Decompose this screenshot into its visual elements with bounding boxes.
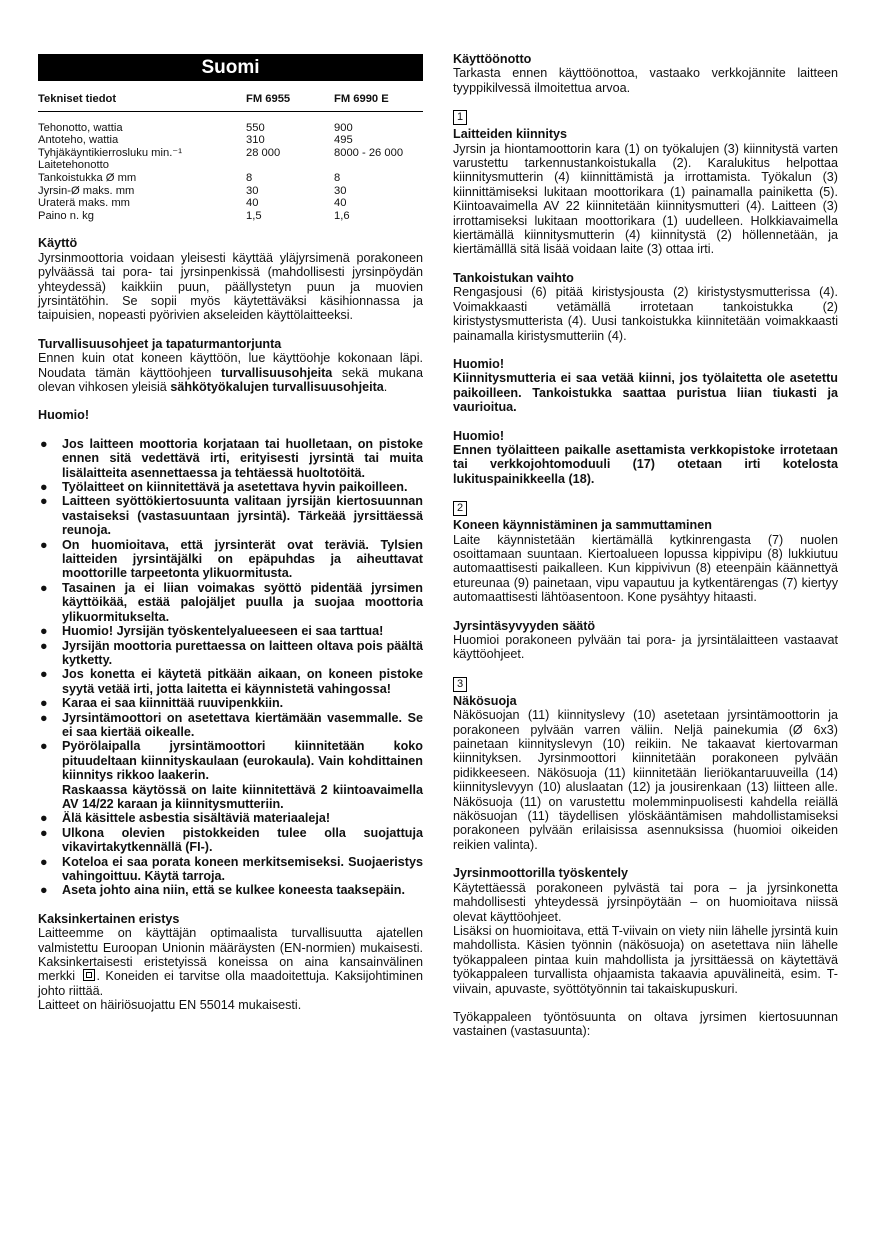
- warning-item: [38, 624, 423, 638]
- section-title: Käyttöönotto: [453, 52, 532, 66]
- specs-cell: Jyrsin-Ø maks. mm: [38, 184, 135, 197]
- warning-item: [38, 494, 423, 537]
- section-nakosuoja: [453, 676, 838, 852]
- section-huomio: [38, 408, 423, 897]
- warning-list: [38, 437, 423, 898]
- bullet-icon: ●: [40, 580, 48, 595]
- warning-item: [38, 826, 423, 855]
- warning-text: Tasainen ja ei liian voimakas syöttö pidentää jyrsimen käyttöikää, estää palojäljet puulla ja suojaa moottoria ylikuormitukselta.: [62, 580, 423, 624]
- section-text: [38, 351, 423, 394]
- specs-cell: 8: [246, 171, 253, 184]
- section-title: Huomio!: [38, 408, 90, 423]
- section-text: Jyrsin ja hiontamoottorin kara (1) on työkalujen (3) kiinnitystä varten varustettu tarkennustankoistukalla (2). Karalukitus helpottaa kiinnitysmutterin (4) kiinnittämistä ja irrottamista. Työkalun (3) kiinnittämiseksi lukitaan moottorikara (1) painamalla painiketta (5). Kiintoavaimella AV 22 kiinnitetään kiinnitysmutteri (4). Laitteen (3) irrottamiseksi lukitaan moottorikara (1) uudelleen. Holkkiavaimella kiertämällä kiinnitysmutterin (4) kiinnitystä (2) höllennetään, ja kiertämälllä sitä lisää voidaan laite (3) ottaa irti.: [453, 141, 838, 257]
- warning-text: Jyrsintämoottori on asetettava kiertämään vasemmalle. Se ei saa kiertää oikealle.: [62, 710, 423, 739]
- section-huomio-1: [453, 357, 838, 415]
- bullet-icon: ●: [40, 854, 48, 869]
- bullet-icon: ●: [40, 638, 48, 653]
- specs-row: [38, 197, 423, 210]
- section-text: Laite käynnistetään kiertämällä kytkinrengasta (7) nuolen osoittamaan suuntaan. Kiertoalueen lopussa kippivipu (8) lukkiutuu automaattisesti paikalleen. Kun kippivivun (8) eteenpäin käännettyä etureunaa (9) painetaan, vipu vapautuu ja kytkentärengas (7) kiertyy automaattisesti lähtöasentoon. Kone pysähtyy hitaasti.: [453, 532, 838, 605]
- section-title: Käyttö: [38, 236, 78, 251]
- specs-cell: Paino n. kg: [38, 209, 94, 222]
- specs-table: [38, 93, 423, 222]
- bullet-icon: ●: [40, 739, 48, 754]
- figure-number: 1: [453, 110, 467, 125]
- warning-item: [38, 581, 423, 624]
- warning-text: Jos konetta ei käytetä pitkään aikaan, on koneen pistoke syytä vetää irti, jotta laitetta ei käynnistetä vahingossa!: [62, 667, 423, 696]
- section-syvyys: [453, 619, 838, 662]
- section-text: Ennen työlaitteen paikalle asettamista verkkopistoke irrotetaan tai verkkojohtomoduuli (17) otetaan irti kotelosta lukituspainikkeella (18).: [453, 442, 838, 486]
- specs-row: [38, 210, 423, 223]
- section-text: Jyrsinmoottoria voidaan yleisesti käyttää yläjyrsimenä porakoneen pylväässä tai pora- tai jyrsinpenkissä (mahdollisesti jyrsinpöydän yhteydessä) kaikkiin puun, päällystetyn puun ja muovien jyrsintätöhin. Se sopii myös käytettäväksi käsihionnassa ja taipuisien, nopeasti pyörivien akseleiden käyttölaitteeksi.: [38, 250, 423, 323]
- section-title: Jyrsintäsyvyyden säätö: [453, 618, 596, 633]
- text: Ennen kuin otat koneen käyttöön, lue käyttöohje kokonaan läpi. Noudata tämän käyttöohjeen: [38, 351, 423, 380]
- bold-text: sähkötyökalujen turvallisuusohjeita: [170, 380, 384, 394]
- text: . Koneiden ei tarvitse olla maadoitettuja. Kaksijohtiminen johto riittää.: [38, 969, 424, 998]
- warning-item: [38, 739, 423, 811]
- specs-cell: [246, 159, 334, 172]
- section-title: Näkösuoja: [453, 693, 517, 708]
- section-vaihto: [453, 271, 838, 343]
- bullet-icon: ●: [40, 811, 48, 826]
- section-tyoskentely: [453, 866, 838, 1038]
- bullet-icon: ●: [40, 537, 48, 552]
- text: .: [383, 380, 388, 394]
- left-column: [38, 52, 423, 1013]
- warning-text: Työlaitteet on kiinnitettävä ja asetettava hyvin paikoilleen.: [62, 480, 408, 495]
- section-text: Käytettäessä porakoneen pylvästä tai pora – ja jyrsinkonetta mahdollisesti yhteydessä jyrsinpöytään – on huomioitava niissä olevat käyttöohjeet.: [453, 880, 838, 924]
- double-insulation-icon: [83, 969, 95, 981]
- specs-cell: 900: [334, 121, 353, 134]
- warning-text: Älä käsittele asbestia sisältäviä materiaaleja!: [62, 811, 331, 826]
- warning-text-extra: Raskaassa käytössä on laite kiinnitettävä 2 kiintoavaimella AV 14/22 karaan ja kiinnitysmutteriin.: [62, 782, 423, 811]
- warning-text: Jyrsijän moottoria purettaessa on laitteen oltava pois päältä kytketty.: [62, 638, 423, 667]
- specs-cell: 28 000: [246, 146, 281, 159]
- section-kaytto: [38, 236, 423, 322]
- warning-item: [38, 667, 423, 696]
- specs-cell: 30: [334, 184, 347, 197]
- section-title: Huomio!: [453, 356, 505, 371]
- warning-item: [38, 696, 423, 710]
- bullet-icon: ●: [40, 480, 48, 495]
- specs-row: [38, 172, 423, 185]
- specs-cell: Uraterä maks. mm: [38, 197, 130, 210]
- specs-row: [38, 111, 423, 134]
- section-text: Lisäksi on huomioitava, että T-viivain on viety niin lähelle jyrsintä kuin mahdollista. Käsien työnnin (näkösuoja) on asetettava niin lähelle työkappaleen pintaa kuin mahdollista ja jyrsittäessä on käytettävä työkappaleen turvallista ohjaamista takaavia apuvälineitä, esim. T-viivain, apuvaste, syöttötyönnin tai takaiskupuskuri.: [453, 923, 838, 996]
- section-text: Kiinnitysmutteria ei saa vetää kiinni, jos työlaitetta ole asetettu paikoilleen. Tankoistukka saattaa puristua liian tiukasti ja vaurioitua.: [453, 371, 838, 415]
- section-title: Kaksinkertainen eristys: [38, 911, 180, 926]
- specs-cell: 8000 - 26 000: [334, 146, 404, 159]
- specs-cell: Tankoistukka Ø mm: [38, 171, 137, 184]
- specs-cell: Antoteho, wattia: [38, 134, 119, 147]
- warning-item: [38, 538, 423, 581]
- specs-header: Tekniset tiedot: [38, 93, 246, 111]
- warning-text: Ulkona olevien pistokkeiden tulee olla suojattuja vikavirtakytkennällä (FI-).: [62, 825, 423, 855]
- specs-cell: Laitetehonotto: [38, 159, 109, 172]
- warning-item: [38, 437, 423, 480]
- section-text: [38, 926, 423, 998]
- figure-number: 2: [453, 501, 467, 516]
- bullet-icon: ●: [40, 883, 48, 898]
- warning-text: Jos laitteen moottoria korjataan tai huolletaan, on pistoke ennen sitä vedettävä irti, erityisesti jyrsintä tai muita lisälaitteita asennettaessa ja tehtäessä huoltotöitä.: [62, 436, 423, 480]
- section-safety: [38, 337, 423, 395]
- warning-text: Aseta johto aina niin, että se kulkee koneesta taaksepäin.: [62, 883, 405, 898]
- section-text: Laitteet on häiriösuojattu EN 55014 mukaisesti.: [38, 998, 302, 1013]
- specs-row: [38, 134, 423, 147]
- warning-text: Koteloa ei saa porata koneen merkitsemiseksi. Suojaeristys vahingoittuu. Käytä tarroja.: [62, 854, 423, 883]
- section-text: Tarkasta ennen käyttöönottoa, vastaako verkkojännite laitteen tyyppikilvessä ilmoitettua arvoa.: [453, 66, 838, 95]
- section-huomio-2: [453, 429, 838, 487]
- warning-text: On huomioitava, että jyrsinterät ovat teräviä. Tylsien laitteiden jyrsintäjälki on epäpuhdas ja aiheuttavat moottorille tarpeetonta ylikuormitusta.: [62, 537, 423, 581]
- text: Laitteemme on käyttäjän optimaalista turvallisuutta ajatellen valmistettu Euroopan Unionin määräysten (EN-normien) mukaisesti. Kaksinkertaisesti eristetyissä koneissa on aina kansainvälinen merkki: [38, 926, 423, 984]
- bullet-icon: ●: [40, 667, 48, 682]
- specs-cell: Tehonotto, wattia: [38, 121, 123, 134]
- warning-item: [38, 711, 423, 740]
- specs-cell: 1,6: [334, 209, 350, 222]
- warning-text: Laitteen syöttökiertosuunta valitaan jyrsijän kiertosuunnan vastaiseksi (vastasuuntaan jyrsintä). Tärkeää jyrsittäessä reunoja.: [62, 494, 423, 538]
- specs-cell: 550: [246, 121, 265, 134]
- section-title: Jyrsinmoottorilla työskentely: [453, 866, 628, 881]
- specs-cell: 40: [246, 197, 259, 210]
- specs-cell: 495: [334, 134, 353, 147]
- section-kiinnitys: [453, 109, 838, 257]
- specs-cell: 1,5: [246, 209, 262, 222]
- specs-cell: 30: [246, 184, 259, 197]
- language-banner: Suomi: [38, 54, 423, 81]
- specs-row: [38, 159, 423, 172]
- figure-number: 3: [453, 677, 467, 692]
- section-kayttoonotto: [453, 52, 838, 95]
- warning-item: [38, 811, 423, 825]
- section-insulation: [38, 912, 423, 1013]
- specs-cell: 310: [246, 134, 265, 147]
- bullet-icon: ●: [40, 825, 48, 840]
- bullet-icon: ●: [40, 436, 48, 451]
- bullet-icon: ●: [40, 624, 48, 639]
- text: sekä mukana olevan vihkosen yleisiä: [38, 365, 423, 394]
- specs-cell: 8: [334, 171, 341, 184]
- section-text: Huomioi porakoneen pylvään tai pora- ja jyrsintälaitteen vastaavat käyttöohjeet.: [453, 633, 838, 662]
- specs-header: FM 6955: [246, 93, 334, 111]
- section-text: Näkösuojan (11) kiinnityslevy (10) asetetaan jyrsintämoottorin ja porakoneen pylvään varren väliin. Neljä painekumia (Ø 6x3) painetaan kiinnityslevyn (10) reikiin. Ne takaavat kiertovarman kiinnityksen. Jyrsinmoottori kiinnitetään porakoneen pylvään pidikkeeseen. Näkösuoja (11) kiinnitetään lieriökantaruuveilla (14) kiinnityslevyyn (10) aluslaatan (12) ja jousirenkaan (13) liitteen alle. Näkösuoja (11) on varustettu molemminpuolisesti kahdella reiällä näkösuojan (11) täydellisen ylöskääntämisen mahdollistamiseksi porakoneen pylvään erilaisissa asennuksissa (huomioi oikeiden reikien valinta).: [453, 708, 838, 852]
- section-kaynnistys: [453, 500, 838, 604]
- section-title: Tankoistukan vaihto: [453, 270, 574, 285]
- bold-text: turvallisuusohjeita: [221, 365, 333, 380]
- section-text: Rengasjousi (6) pitää kiristysjousta (2) kiristystysmutterissa (4). Voimakkaasti vetämällä irrotetaan tankoistukka (2) kiristystysmutterista (4). Uusi tankoistukka kiinnitetään voimakkaasti painamalla kiristysmutteriin (4).: [453, 285, 838, 343]
- warning-item: [38, 855, 423, 884]
- bullet-icon: ●: [40, 710, 48, 725]
- right-column: [453, 52, 838, 1039]
- specs-row: [38, 185, 423, 198]
- section-title: Huomio!: [453, 428, 505, 443]
- warning-item: [38, 480, 423, 494]
- warning-text: Karaa ei saa kiinnittää ruuvipenkkiin.: [62, 696, 284, 711]
- section-text: Työkappaleen työntösuunta on oltava jyrsimen kiertosuunnan vastainen (vastasuunta):: [453, 1009, 838, 1039]
- specs-cell: 40: [334, 197, 347, 210]
- warning-text: Pyörölaipalla jyrsintämoottori kiinnitetään koko pituudeltaan kiinnityskaulaan (eurokaula). Vain kohdittainen kiinnitys rikkoo laakerin.: [62, 739, 423, 783]
- section-title: Laitteiden kiinnitys: [453, 127, 568, 142]
- section-title: Koneen käynnistäminen ja sammuttaminen: [453, 518, 712, 533]
- warning-text: Huomio! Jyrsijän työskentelyalueeseen ei saa tarttua!: [62, 624, 384, 639]
- specs-cell: [334, 159, 423, 172]
- specs-header: FM 6990 E: [334, 93, 423, 111]
- section-title: Turvallisuusohjeet ja tapaturmantorjunta: [38, 336, 282, 351]
- specs-row: [38, 147, 423, 160]
- bullet-icon: ●: [40, 494, 48, 509]
- specs-cell: Tyhjäkäyntikierrosluku min.⁻¹: [38, 146, 182, 159]
- warning-item: [38, 883, 423, 897]
- warning-item: [38, 639, 423, 668]
- bullet-icon: ●: [40, 696, 48, 711]
